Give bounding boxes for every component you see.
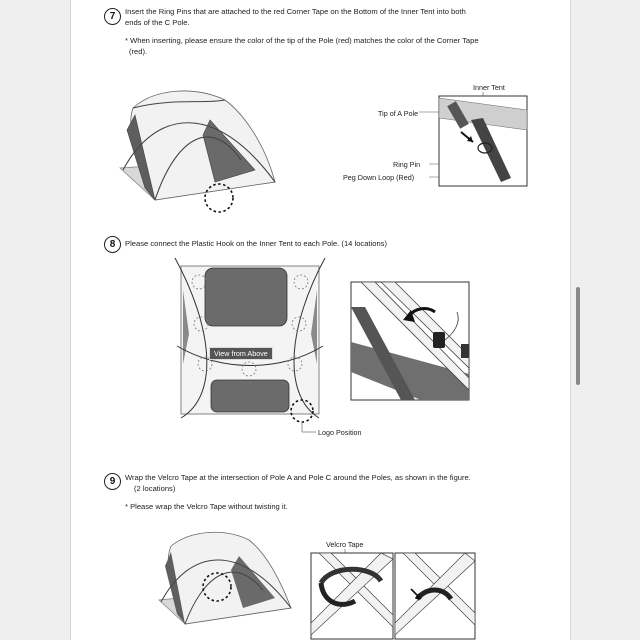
plastic-hook-detail-figure (351, 282, 471, 402)
step-9-instruction: Wrap the Velcro Tape at the intersection of Pole A and Pole C around the Poles, as shown in the figure. (2 locations) (125, 473, 471, 493)
label-inner-tent: Inner Tent (473, 83, 505, 92)
viewer-left-margin (0, 0, 71, 640)
label-tip-of-a-pole: Tip of A Pole (378, 109, 419, 118)
step-9-note: * Please wrap the Velcro Tape without twisting it. (125, 502, 288, 511)
step-7-note: * When inserting, please ensure the color of the tip of the Pole (red) matches the color of the Corner Tape (red). (125, 36, 479, 56)
step-number-badge: 8 (104, 236, 121, 253)
view-from-above-tag: View from Above (209, 347, 273, 360)
velcro-detail-figure (311, 553, 477, 640)
label-peg-down-loop: Peg Down Loop (Red) (343, 173, 415, 182)
step-7-instruction: Insert the Ring Pins that are attached to the red Corner Tape on the Bottom of the Inner Tent into both ends of the C Pole. (125, 7, 466, 27)
step-8-instruction: Please connect the Plastic Hook on the Inner Tent to each Pole. (14 locations) (125, 239, 388, 248)
label-logo-position: Logo Position (318, 428, 362, 437)
ring-pin-detail-figure (361, 90, 531, 190)
viewer-right-margin (570, 0, 640, 640)
label-ring-pin: Ring Pin (393, 160, 421, 169)
vertical-scrollbar[interactable] (576, 287, 580, 385)
label-velcro-tape: Velcro Tape (326, 540, 364, 549)
tent-illustration (115, 90, 285, 220)
tent-top-view-illustration (171, 254, 331, 424)
manual-page (71, 0, 569, 640)
tent-velcro-illustration (155, 532, 295, 640)
step-number-badge: 7 (104, 8, 121, 25)
step-number-badge: 9 (104, 473, 121, 490)
